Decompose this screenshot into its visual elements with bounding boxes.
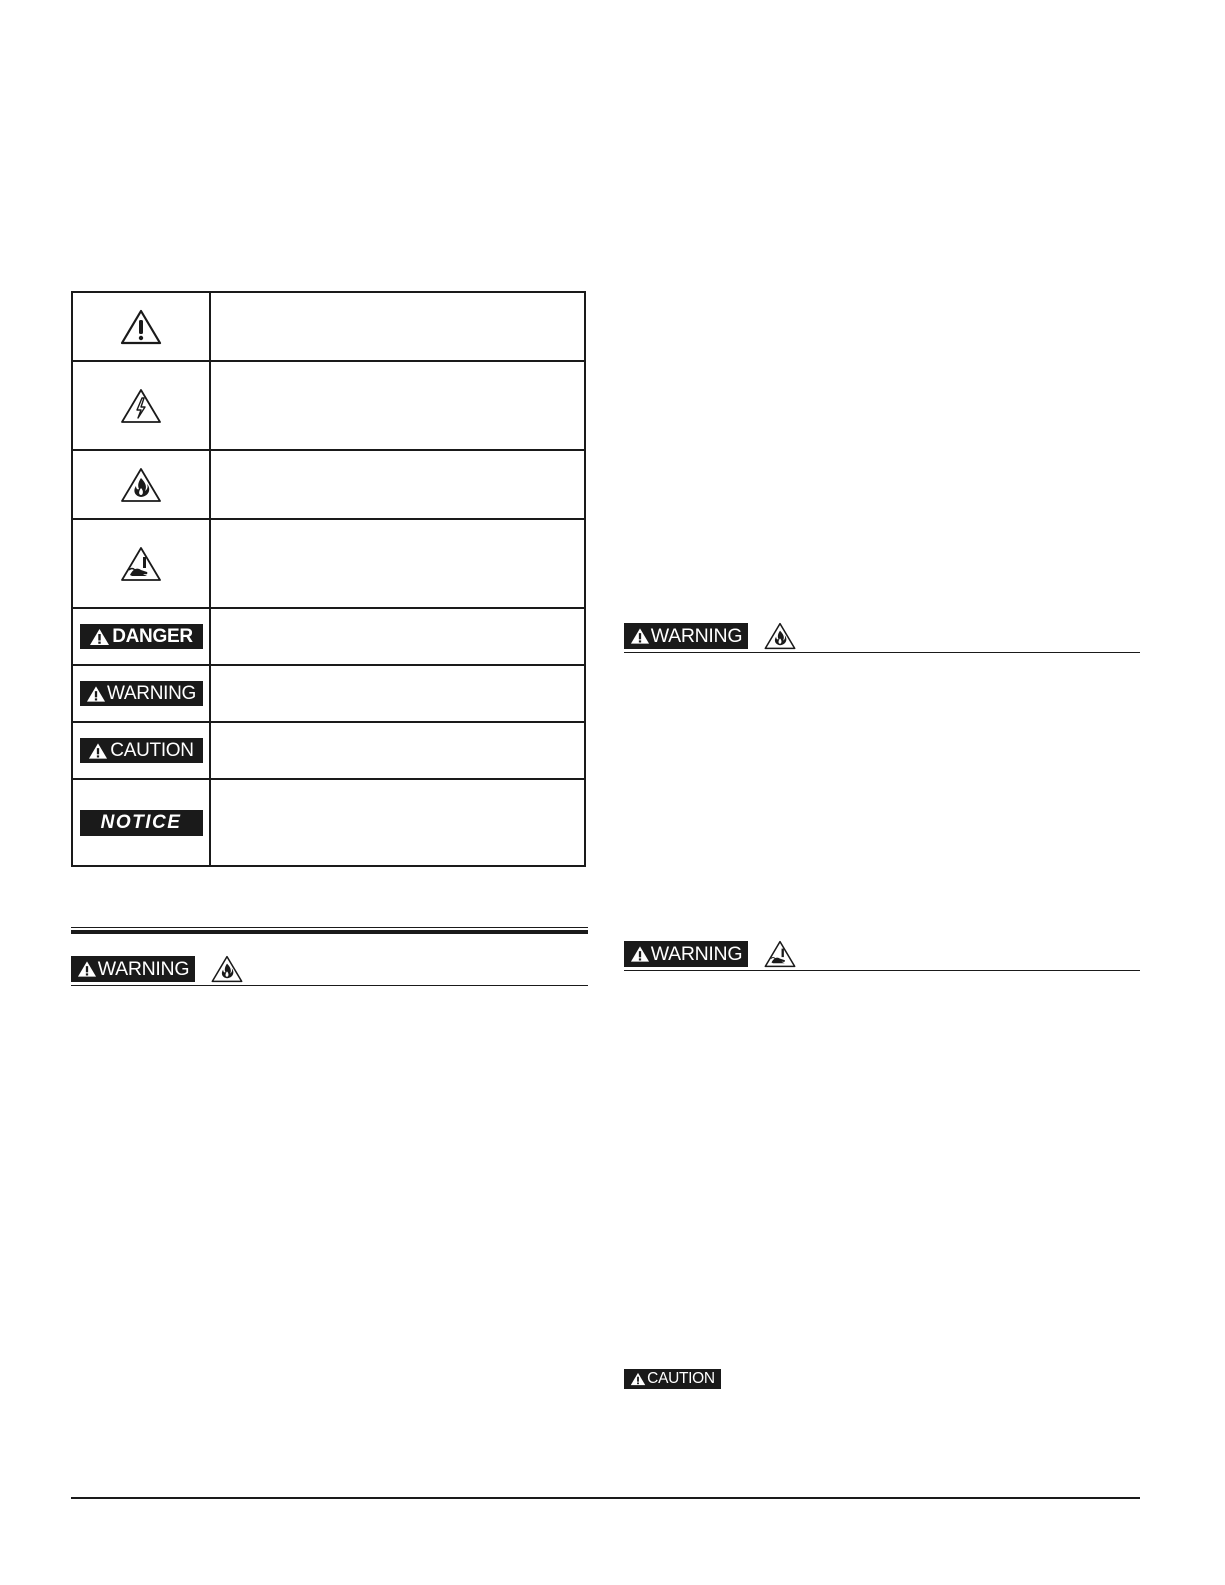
alert-triangle-icon xyxy=(630,1372,646,1386)
caution-label: CAUTION xyxy=(110,739,194,761)
symbol-description xyxy=(211,520,584,607)
alert-triangle-icon xyxy=(88,742,108,760)
right-warning-fire-header xyxy=(624,621,797,651)
header-underline xyxy=(71,985,588,986)
crush-hazard-icon xyxy=(119,545,163,583)
symbol-description xyxy=(211,451,584,518)
symbol-description xyxy=(211,293,584,360)
fire-hazard-icon xyxy=(763,621,797,651)
warning-badge xyxy=(71,956,195,982)
symbol-description xyxy=(211,609,584,664)
table-row xyxy=(73,520,584,609)
warning-label: WARNING xyxy=(650,624,743,647)
left-warning-header xyxy=(71,954,244,984)
table-row xyxy=(73,723,584,780)
table-row xyxy=(73,609,584,666)
header-underline xyxy=(624,652,1140,653)
crush-hazard-icon xyxy=(763,939,797,969)
danger-label: DANGER xyxy=(112,625,193,647)
table-row xyxy=(73,780,584,865)
warning-badge xyxy=(624,941,748,967)
safety-symbol-table xyxy=(71,291,586,867)
alert-triangle-icon xyxy=(86,685,106,703)
symbol-description xyxy=(211,723,584,778)
alert-triangle-icon xyxy=(630,945,650,963)
warning-label: WARNING xyxy=(97,957,190,980)
section-rule-thin xyxy=(71,927,588,928)
fire-hazard-icon xyxy=(119,466,163,504)
footer-rule xyxy=(71,1497,1140,1499)
electric-shock-icon xyxy=(119,387,163,425)
fire-hazard-icon xyxy=(210,954,244,984)
notice-badge xyxy=(80,810,203,836)
warning-label: WARNING xyxy=(650,942,743,965)
warning-badge xyxy=(80,681,203,706)
danger-badge xyxy=(80,624,203,649)
table-row xyxy=(73,451,584,520)
table-row xyxy=(73,293,584,362)
header-underline xyxy=(624,970,1140,971)
section-rule-thick xyxy=(71,930,588,934)
right-caution-header xyxy=(624,1369,721,1389)
alert-triangle-icon xyxy=(77,960,97,978)
warning-label: WARNING xyxy=(106,682,197,704)
right-warning-crush-header xyxy=(624,939,797,969)
symbol-description xyxy=(211,666,584,721)
symbol-description xyxy=(211,362,584,449)
symbol-description xyxy=(211,780,584,865)
caution-label: CAUTION xyxy=(647,1370,715,1387)
table-row xyxy=(73,362,584,451)
caution-badge xyxy=(624,1369,721,1389)
safety-alert-icon xyxy=(119,308,163,346)
alert-triangle-icon xyxy=(630,627,650,645)
warning-badge xyxy=(624,623,748,649)
caution-badge xyxy=(80,738,203,763)
table-row xyxy=(73,666,584,723)
notice-label: NOTICE xyxy=(100,811,182,833)
alert-triangle-icon xyxy=(89,628,110,646)
